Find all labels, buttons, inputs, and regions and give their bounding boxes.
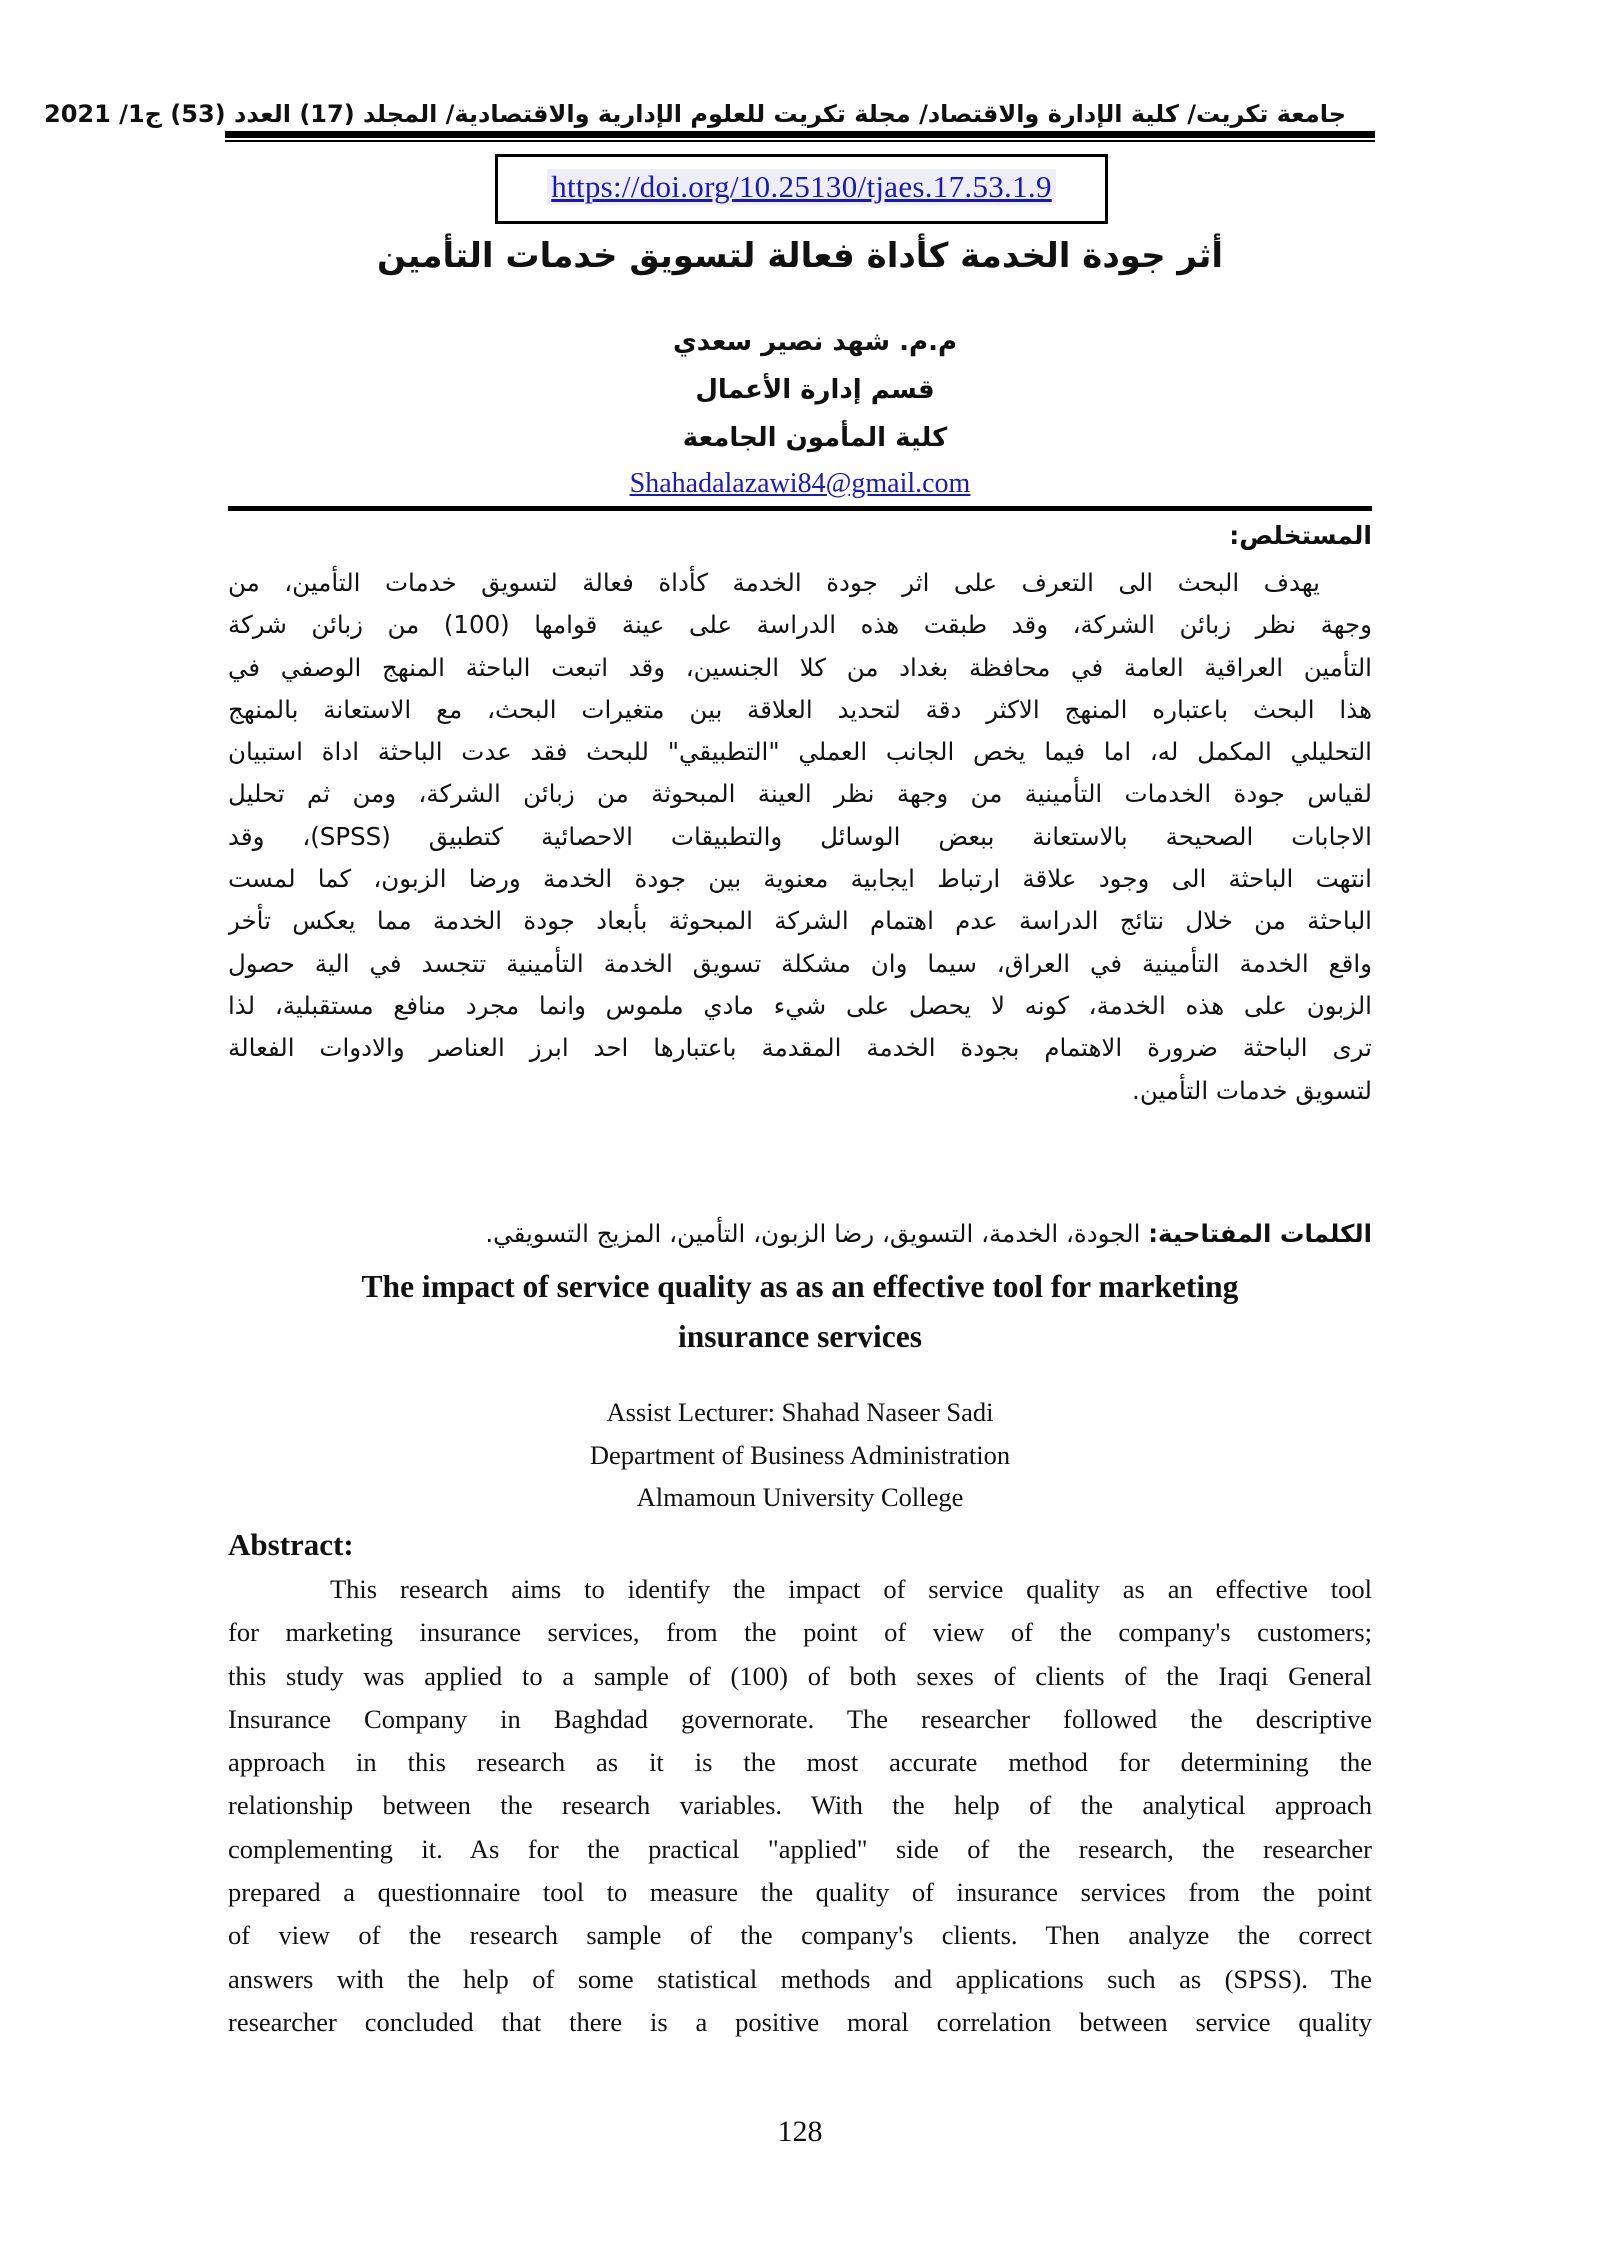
english-title-line: insurance services xyxy=(677,1319,923,1354)
arabic-abstract-line: لقياس جودة الخدمات التأمينية من وجهة نظر العينة المبحوثة من زبائن الشركة، ومن ثم تحليل xyxy=(228,779,1372,809)
arabic-title: أثر جودة الخدمة كأداة فعالة لتسويق خدمات التأمين xyxy=(376,236,1223,276)
page-number: 128 xyxy=(777,2115,823,2148)
english-college: Almamoun University College xyxy=(636,1482,964,1512)
arabic-abstract-line: الباحثة من خلال نتائج الدراسة عدم اهتمام الشركة المبحوثة بأبعاد جودة الخدمة مما يعكس تأخر xyxy=(228,906,1372,936)
arabic-abstract-line: التأمين العراقية العامة في محافظة بغداد من كلا الجنسين، وقد اتبعت الباحثة المنهج الوصفي في xyxy=(228,652,1372,682)
english-abstract-line: relationship between the research variables. With the help of the analytical approach xyxy=(228,1790,1372,1821)
english-abstract-line: answers with the help of some statistical methods and applications such as (SPSS). The xyxy=(228,1963,1372,1994)
arabic-abstract-body xyxy=(228,562,1372,1112)
arabic-abstract-heading: المستخلص: xyxy=(1229,521,1372,550)
arabic-abstract-line: ترى الباحثة ضرورة الاهتمام بجودة الخدمة المقدمة باعتبارها احد ابرز العناصر والادوات الفعالة xyxy=(228,1033,1372,1063)
english-author-name: Assist Lecturer: Shahad Naseer Sadi xyxy=(606,1397,994,1427)
english-abstract-line: approach in this research as it is the most accurate method for determining the xyxy=(228,1747,1372,1778)
arabic-abstract-line: انتهت الباحثة الى وجود علاقة ارتباط ايجابية معنوية بين جودة الخدمة ورضا الزبون، كما لمست xyxy=(228,864,1372,894)
header-rule-thin xyxy=(225,140,1375,142)
author-email-link[interactable]: Shahadalazawi84@gmail.com xyxy=(629,468,971,499)
english-abstract-line: complementing it. As for the practical "applied" side of the research, the researcher xyxy=(228,1833,1372,1864)
english-abstract-line: for marketing insurance services, from the point of view of the company's customers; xyxy=(228,1617,1372,1648)
header-rule-thick xyxy=(225,131,1375,138)
arabic-abstract-line: يهدف البحث الى التعرف على اثر جودة الخدمة كأداة فعالة لتسويق خدمات التأمين، من xyxy=(228,568,1320,597)
arabic-author-name: م.م. شهد نصير سعدي xyxy=(672,327,958,357)
english-abstract-line: researcher concluded that there is a positive moral correlation between service quality xyxy=(228,2006,1372,2037)
arabic-keywords xyxy=(228,1212,1372,1256)
running-header: جامعة تكريت/ كلية الإدارة والاقتصاد/ مجلة تكريت للعلوم الإدارية والاقتصادية/ المجلد (17) العدد (53) ج1/ 2021 xyxy=(44,100,1346,128)
english-abstract-heading: Abstract: xyxy=(228,1527,354,1562)
arabic-abstract-line: وجهة نظر زبائن الشركة، وقد طبقت هذه الدراسة على عينة قوامها (100) من زبائن شركة xyxy=(228,610,1372,640)
english-abstract-line: this study was applied to a sample of (100) of both sexes of clients of the Iraqi General xyxy=(228,1660,1372,1691)
english-abstract-line: of view of the research sample of the company's clients. Then analyze the correct xyxy=(228,1920,1372,1951)
arabic-abstract-line: الاجابات الصحيحة بالاستعانة ببعض الوسائل والتطبيقات الاحصائية كتطبيق (SPSS)، وقد xyxy=(228,821,1372,851)
arabic-abstract-line: الزبون على هذه الخدمة، كونه لا يحصل على شيء مادي ملموس وانما مجرد منافع مستقبلية، لذا xyxy=(228,990,1372,1020)
english-abstract-line: prepared a questionnaire tool to measure the quality of insurance services from the point xyxy=(228,1877,1372,1908)
section-rule xyxy=(228,506,1372,511)
english-author-block xyxy=(228,1391,1372,1519)
arabic-abstract-line: هذا البحث باعتباره المنهج الاكثر دقة لتحديد العلاقة بين متغيرات البحث، مع الاستعانة بالمنهج xyxy=(228,694,1372,724)
arabic-abstract-line: التحليلي المكمل له، اما فيما يخص الجانب العملي "التطبيقي" للبحث فقد عدت الباحثة اداة استبيان xyxy=(228,737,1372,767)
english-department: Department of Business Administration xyxy=(589,1439,1011,1470)
english-abstract-line: Insurance Company in Baghdad governorate. The researcher followed the descriptive xyxy=(228,1703,1372,1734)
english-title-line: The impact of service quality as as an effective tool for marketing xyxy=(361,1269,1239,1304)
arabic-author-block xyxy=(228,318,1372,462)
doi-link[interactable]: https://doi.org/10.25130/tjaes.17.53.1.9 xyxy=(547,169,1056,205)
arabic-department: قسم إدارة الأعمال xyxy=(695,375,935,405)
english-abstract-line: This research aims to identify the impact of service quality as an effective tool xyxy=(330,1574,1372,1604)
english-title xyxy=(228,1262,1372,1362)
arabic-keywords-label: الكلمات المفتاحية: xyxy=(1148,1219,1372,1248)
english-abstract-body xyxy=(228,1568,1372,2044)
arabic-abstract-line: لتسويق خدمات التأمين. xyxy=(1132,1075,1372,1105)
arabic-keywords-text: الجودة، الخدمة، التسويق، رضا الزبون، التأمين، المزيج التسويقي. xyxy=(485,1219,1149,1248)
arabic-abstract-line: واقع الخدمة التأمينية في العراق، سيما وان مشكلة تسويق الخدمة التأمينية تتجسد في الية حصول xyxy=(228,948,1372,978)
arabic-college: كلية المأمون الجامعة xyxy=(682,423,948,453)
author-email-container xyxy=(228,464,1372,504)
doi-box xyxy=(495,154,1108,224)
